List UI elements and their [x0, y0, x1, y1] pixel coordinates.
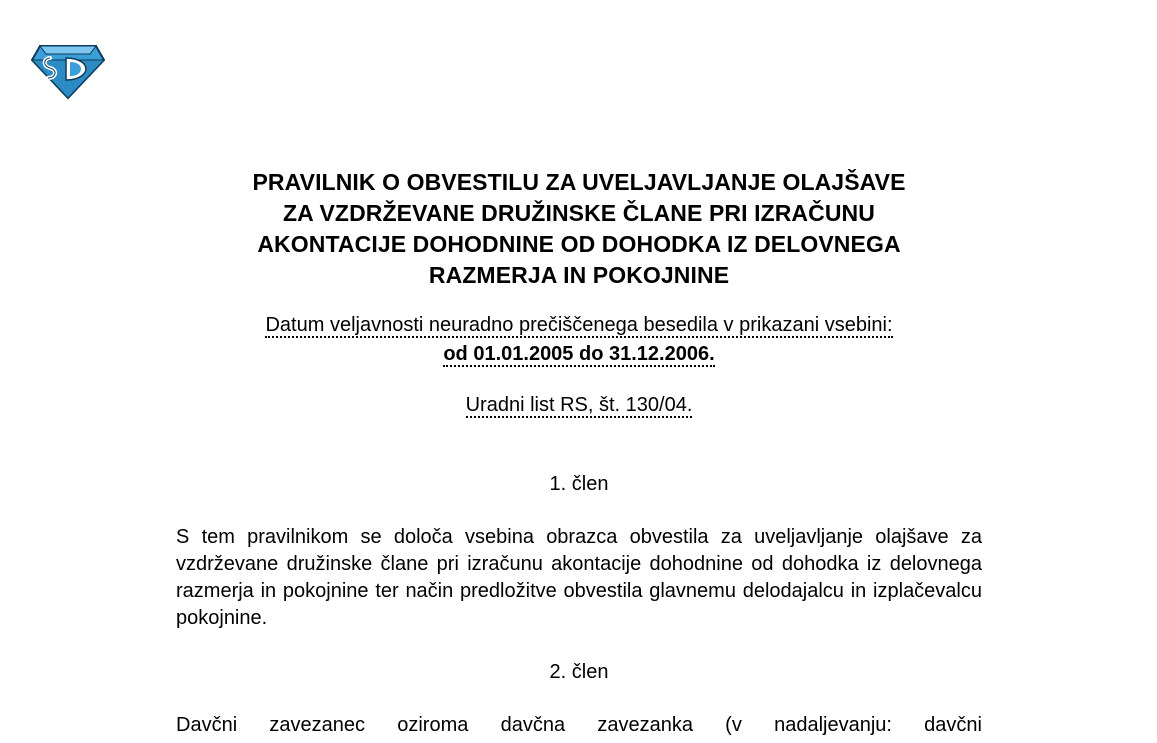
validity-label: Datum veljavnosti neuradno prečiščenega besedila v prikazani vsebini:	[265, 314, 893, 336]
article-text: S tem pravilnikom se določa vsebina obrazca obvestila za uveljavljanje olajšave za vzdrževane družinske člane pri izračunu akontacije dohodnine od dohodka iz delovnega razmerja in pokojnine ter način predložitve obvestila glavnemu delodajalcu in izplačevalcu pokojnine.	[176, 526, 982, 629]
gazette-reference	[176, 391, 982, 420]
title-line: ZA VZDRŽEVANE DRUŽINSKE ČLANE PRI IZRAČUNU	[283, 200, 875, 226]
validity-block	[176, 311, 982, 369]
article-heading: 1. člen	[549, 473, 609, 495]
document-title	[176, 167, 982, 291]
gazette-link[interactable]: Uradni list RS, št. 130/04.	[465, 394, 693, 416]
document-page	[176, 167, 982, 739]
title-line: PRAVILNIK O OBVESTILU ZA UVELJAVLJANJE OLAJŠAVE	[252, 169, 906, 195]
article-text: Davčni zavezanec oziroma davčna zavezanka (v nadaljevanju: davčni	[176, 714, 982, 736]
sd-diamond-logo-icon	[30, 40, 106, 100]
title-line: AKONTACIJE DOHODNINE OD DOHODKA IZ DELOVNEGA	[257, 231, 901, 257]
title-line: RAZMERJA IN POKOJNINE	[428, 262, 730, 288]
article-heading: 2. člen	[549, 661, 609, 683]
validity-dates: od 01.01.2005 do 31.12.2006.	[443, 343, 715, 365]
